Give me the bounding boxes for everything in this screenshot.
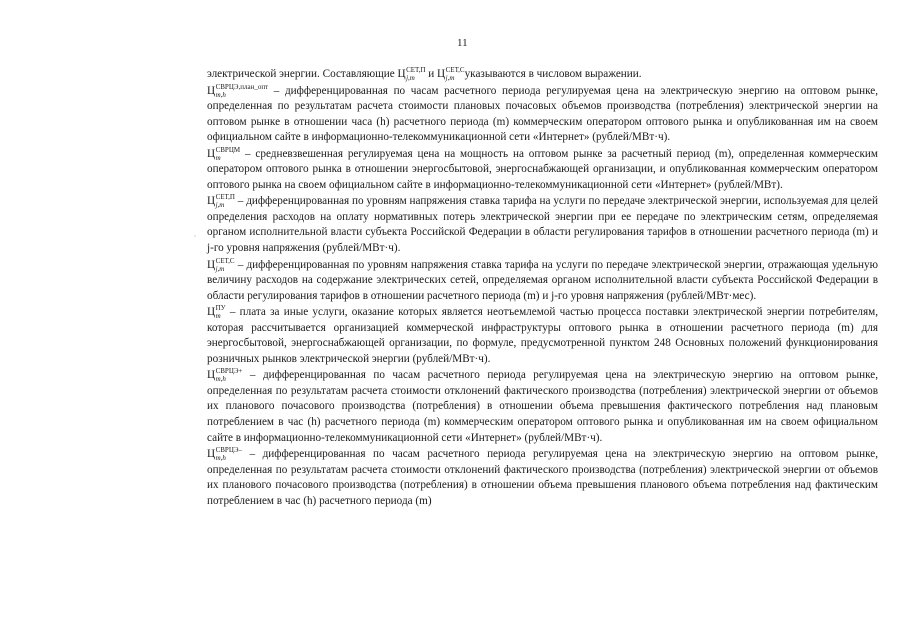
formula-symbol [207,256,235,273]
symbol-sup: СЕТ,С [215,256,235,265]
formula-symbol [207,446,243,463]
symbol-sub: m,h [215,90,226,99]
symbol-sup: СЕТ,П [406,66,426,74]
symbol-base: Ц [207,258,216,271]
margin-mark: , [194,229,196,238]
symbol-scripts [446,66,465,82]
page-number: 11 [457,37,468,49]
symbol-base: Ц [397,68,406,80]
symbol-sub: j,m [215,264,225,273]
symbol-sub: m,h [215,375,226,384]
definition-paragraph [207,193,878,256]
symbol-sup: СЕТ,П [215,193,235,202]
formula-symbol [207,367,243,384]
document-body [207,66,878,509]
symbol-base: Ц [207,84,216,97]
definition-text: – плата за иные услуги, оказание которых является неотъемлемой частью процесса поставки электрической энергии потребителям, которая рассчитывается организацией коммерческой инфраструктуры оптового рынка в отношении расчетного периода (m) для энергосбытовой, энергоснабжающей организации, по формуле, предусмотренной пунктом 248 Основных положений функционирования розничных рынков электрической энергии (рублей/МВт·ч). [207,306,878,365]
definition-paragraph [207,146,878,194]
symbol-scripts [216,446,242,462]
symbol-sub: m,h [215,454,226,463]
symbol-scripts [216,146,241,162]
definition-text: – дифференцированная по уровням напряжения ставка тарифа на услуги по передаче электрической энергии, используемая для целей определения расходов на оплату нормативных потерь электрической энергии при ее передаче по электрическим сетям, определяемая органом исполнительной власти субъекта Российской Федерации в области регулирования тарифов в отношении расчетного периода (m) и j-го уровня напряжения (рублей/МВт·ч). [207,195,878,255]
symbol-sub: m [215,153,221,162]
definition-text: – дифференцированная по часам расчетного периода регулируемая цена на электрическую энергию на оптовом рынке, определенная по результатам расчета стоимости плановых почасовых объемов производства (потребления) электрической энергии на оптовом рынке в отношении часа (h) расчетного периода (m) коммерческим оператором оптового рынка и опубликованная им на своем официальном сайте в информационно-телекоммуникационной сети «Интернет» (рублей/МВт·ч). [207,84,878,144]
text-run: указываются в числовом выражении. [464,68,642,80]
text-run: и [428,68,435,80]
symbol-sub: j,m [215,201,225,210]
symbol-scripts [216,193,235,209]
formula-symbol [207,82,269,99]
formula-symbol [398,68,426,80]
symbol-scripts [406,66,425,82]
symbol-base: Ц [437,68,446,80]
symbol-sub: j,m [445,74,455,82]
symbol-base: Ц [207,306,216,319]
symbol-sup: СВРЦЭ+ [215,367,243,376]
symbol-sub: m [215,312,221,321]
symbol-base: Ц [207,147,216,160]
symbol-sup: СЕТ,С [445,66,465,74]
formula-symbol [207,304,226,321]
symbol-sup: СВРЦЭ– [215,446,243,455]
formula-symbol [207,145,241,162]
definition-text: – дифференцированная по часам расчетного периода регулируемая цена на электрическую энергию на оптовом рынке, определенная по результатам расчета стоимости отклонений фактического производства (потребления) электрической энергии от объемов их планового почасового производства (потребления) в отношении объема превышения фактического потребления над плановым потреблением в час (h) расчетного периода (m) коммерческим оператором оптового рынка и опубликованная им на своем официальном сайте в информационно-телекоммуникационной сети «Интернет» (рублей/МВт·ч). [207,369,878,444]
symbol-scripts [216,83,269,99]
definition-text: – средневзвешенная регулируемая цена на мощность на оптовом рынке за расчетный период (m), определенная коммерческим оператором оптового рынка в отношении энергосбытовой, энергоснабжающей организации, и опубликованная коммерческим оператором оптового рынка на своем официальном сайте в информационно-телекоммуникационной сети «Интернет» (рублей/МВт). [207,147,878,191]
definition-paragraph [207,446,878,509]
definition-paragraph [207,257,878,305]
symbol-base: Ц [207,369,216,382]
symbol-scripts [216,304,226,320]
symbol-sup: ПУ [215,304,226,313]
symbol-sup: СВРЦМ [215,145,241,154]
definitions-list [207,83,878,510]
definition-paragraph [207,304,878,367]
symbol-scripts [216,367,243,383]
symbol-sup: СВРЦЭ,план_опт [215,82,269,91]
definition-text: – дифференцированная по часам расчетного периода регулируемая цена на электрическую энергию на оптовом рынке, определенная по результатам расчета стоимости отклонений фактического производства (потребления) электрической энергии от объемов их планового почасового производства (потребления) в отношении объема превышения планового объема потребления над фактическим потреблением в час (h) расчетного периода (m) [207,448,878,507]
continuation-paragraph [207,66,878,83]
definition-text: – дифференцированная по уровням напряжения ставка тарифа на услуги по передаче электрической энергии, отражающая удельную величину расходов на содержание электрических сетей, определяемая органом исполнительной власти субъекта Российской Федерации в области регулирования тарифов в отношении расчетного периода (m) и j-го уровня напряжения (рублей/МВт·мес). [207,258,878,302]
text-run: электрической энергии. Составляющие [207,68,395,80]
symbol-base: Ц [207,195,216,208]
definition-paragraph [207,83,878,146]
symbol-base: Ц [207,448,216,461]
formula-symbol [207,193,235,210]
definition-paragraph [207,367,878,446]
symbol-sub: j,m [406,74,415,82]
symbol-scripts [216,257,235,273]
formula-symbol [437,68,465,80]
